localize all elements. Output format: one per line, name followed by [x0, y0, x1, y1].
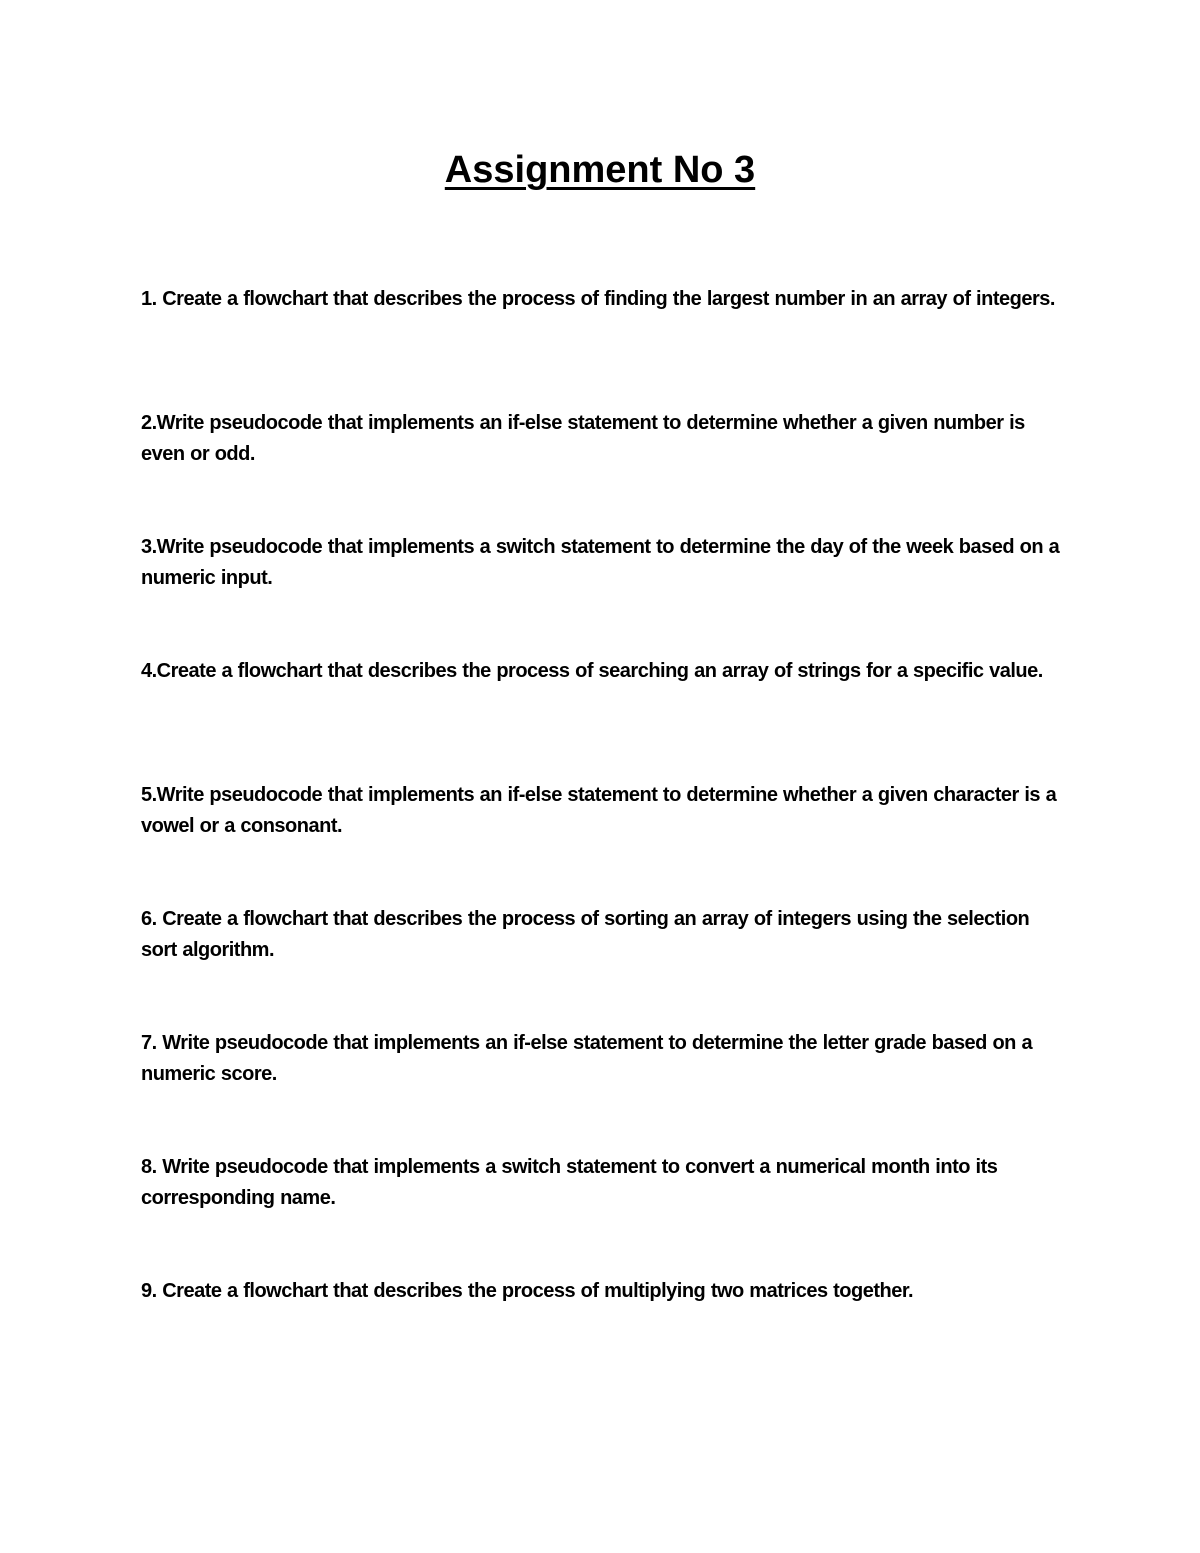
assignment-item-1: 1. Create a flowchart that describes the process of finding the largest number in an array of integers.: [141, 288, 1055, 310]
assignment-item-5: 5.Write pseudocode that implements an if-else statement to determine whether a given character is a vowel or a consonant.: [141, 784, 1057, 837]
assignment-item-4: 4.Create a flowchart that describes the process of searching an array of strings for a specific value.: [141, 660, 1043, 682]
assignment-item-6: 6. Create a flowchart that describes the process of sorting an array of integers using the selection sort algorithm.: [141, 908, 1030, 961]
assignment-item-8: 8. Write pseudocode that implements a switch statement to convert a numerical month into its corresponding name.: [141, 1156, 998, 1209]
document-title: [0, 140, 1200, 200]
assignment-item-3: 3.Write pseudocode that implements a switch statement to determine the day of the week based on a numeric input.: [141, 536, 1060, 589]
document-title-text: Assignment No 3: [444, 149, 756, 191]
assignment-item-7: 7. Write pseudocode that implements an if-else statement to determine the letter grade based on a numeric score.: [141, 1032, 1033, 1085]
assignment-item-9: 9. Create a flowchart that describes the process of multiplying two matrices together.: [141, 1280, 914, 1302]
assignment-item-2: 2.Write pseudocode that implements an if-else statement to determine whether a given number is even or odd.: [141, 412, 1025, 465]
assignment-list: [141, 284, 1061, 1400]
